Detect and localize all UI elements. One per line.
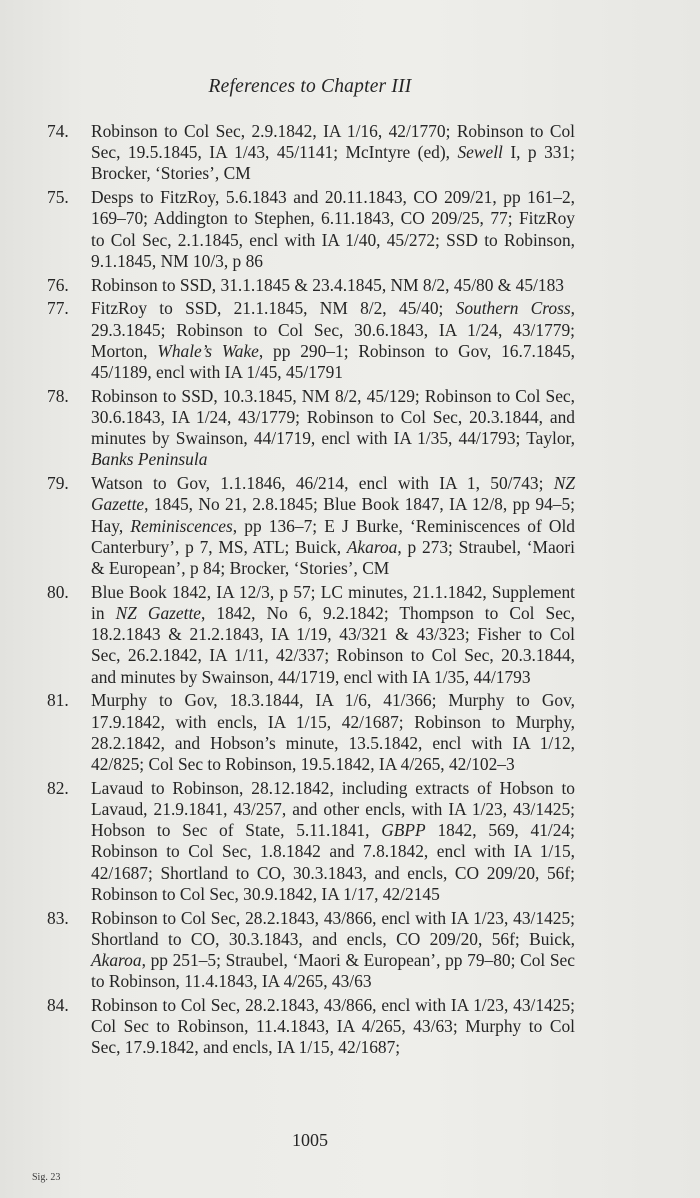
reference-entry bbox=[47, 473, 575, 579]
reference-entry bbox=[47, 778, 575, 905]
reference-text: Robinson to Col Sec, 28.2.1843, 43/866, encl with IA 1/23, 43/1425; Col Sec to Robinson, 11.4.1843, IA 4/265, 43/63; Murphy to Col Sec, 17.9.1842, and encls, IA 1/15, 42/1687; bbox=[91, 995, 575, 1058]
reference-entry bbox=[47, 582, 575, 688]
reference-text: Murphy to Gov, 18.3.1844, IA 1/6, 41/366; Murphy to Gov, 17.9.1842, with encls, IA 1/15, 42/1687; Robinson to Murphy, 28.2.1842, and Hobson’s minute, 13.5.1842, encl with IA 1/12, 42/825; Col Sec to Robinson, 19.5.1842, IA 4/265, 42/102–3 bbox=[91, 690, 575, 775]
reference-text: Desps to FitzRoy, 5.6.1843 and 20.11.1843, CO 209/21, pp 161–2, 169–70; Addington to Stephen, 6.11.1843, CO 209/25, 77; FitzRoy to Col Sec, 2.1.1845, encl with IA 1/40, 45/272; SSD to Robinson, 9.1.1845, NM 10/3, p 86 bbox=[91, 187, 575, 271]
reference-entry bbox=[47, 995, 575, 1059]
reference-text: Robinson to SSD, 10.3.1845, NM 8/2, 45/129; Robinson to Col Sec, 30.6.1843, IA 1/24, 43/1779; Robinson to Col Sec, 20.3.1844, and minutes by Swainson, 44/1719, encl with IA 1/35, 44/1793; Taylor, Banks Peninsula bbox=[91, 385, 575, 470]
reference-number: 84. bbox=[47, 995, 69, 1016]
reference-text: Watson to Gov, 1.1.1846, 46/214, encl with IA 1, 50/743; NZ Gazette, 1845, No 21, 2.8.1845; Blue Book 1847, IA 12/8, pp 94–5; Hay, Reminiscences, pp 136–7; E J Burke, ‘Reminiscences of Old Canterbury’, p 7, MS, ATL; Buick, Akaroa, p 273; Straubel, ‘Maori & European’, p 84; Brocker, ‘Stories’, CM bbox=[91, 473, 575, 579]
reference-number: 82. bbox=[47, 777, 69, 798]
reference-entry bbox=[47, 298, 575, 383]
reference-number: 81. bbox=[47, 690, 69, 711]
reference-text: Robinson to SSD, 31.1.1845 & 23.4.1845, NM 8/2, 45/80 & 45/183 bbox=[91, 274, 564, 295]
reference-entry bbox=[47, 121, 575, 185]
reference-number: 79. bbox=[47, 473, 69, 494]
reference-text: Robinson to Col Sec, 28.2.1843, 43/866, encl with IA 1/23, 43/1425; Shortland to CO, 30.3.1843, and encls, CO 209/20, 56f; Buick, Akaroa, pp 251–5; Straubel, ‘Maori & European’, pp 79–80; Col Sec to Robinson, 11.4.1843, IA 4/265, 43/63 bbox=[91, 907, 575, 992]
reference-number: 83. bbox=[47, 907, 69, 928]
reference-entry bbox=[47, 386, 575, 471]
reference-text: Blue Book 1842, IA 12/3, p 57; LC minutes, 21.1.1842, Supplement in NZ Gazette, 1842, No 6, 9.2.1842; Thompson to Col Sec, 18.2.1843 & 21.2.1843, IA 1/19, 43/321 & 43/323; Fisher to Col Sec, 26.2.1842, IA 1/11, 42/337; Robinson to Col Sec, 20.3.1844, and minutes by Swainson, 44/1719, encl with IA 1/35, 44/1793 bbox=[91, 581, 575, 687]
reference-number: 77. bbox=[47, 298, 69, 319]
signature-mark: Sig. 23 bbox=[32, 1172, 61, 1183]
reference-entry bbox=[47, 275, 575, 296]
reference-list bbox=[47, 121, 575, 1061]
reference-number: 80. bbox=[47, 581, 69, 602]
reference-text: Lavaud to Robinson, 28.12.1842, including extracts of Hobson to Lavaud, 21.9.1841, 43/257, and other encls, with IA 1/23, 43/1425; Hobson to Sec of State, 5.11.1841, GBPP 1842, 569, 41/24; Robinson to Col Sec, 1.8.1842 and 7.8.1842, encl with IA 1/15, 42/1687; Shortland to CO, 30.3.1843, and encls, CO 209/20, 56f; Robinson to Col Sec, 30.9.1842, IA 1/17, 42/2145 bbox=[91, 777, 575, 904]
reference-number: 74. bbox=[47, 121, 69, 141]
running-header: References to Chapter III bbox=[208, 76, 412, 97]
reference-number: 78. bbox=[47, 385, 69, 406]
page-number: 1005 bbox=[292, 1130, 328, 1150]
reference-entry bbox=[47, 187, 575, 272]
reference-text: Robinson to Col Sec, 2.9.1842, IA 1/16, 42/1770; Robinson to Col Sec, 19.5.1845, IA 1/43, 45/1141; McIntyre (ed), Sewell I, p 331; Brocker, ‘Stories’, CM bbox=[91, 121, 575, 184]
reference-entry bbox=[47, 690, 575, 775]
reference-entry bbox=[47, 908, 575, 993]
reference-number: 75. bbox=[47, 187, 69, 208]
reference-text: FitzRoy to SSD, 21.1.1845, NM 8/2, 45/40; Southern Cross, 29.3.1845; Robinson to Col Sec, 30.6.1843, IA 1/24, 43/1779; Morton, Whale’s Wake, pp 290–1; Robinson to Gov, 16.7.1845, 45/1189, encl with IA 1/45, 45/1791 bbox=[91, 298, 575, 383]
reference-number: 76. bbox=[47, 274, 69, 295]
